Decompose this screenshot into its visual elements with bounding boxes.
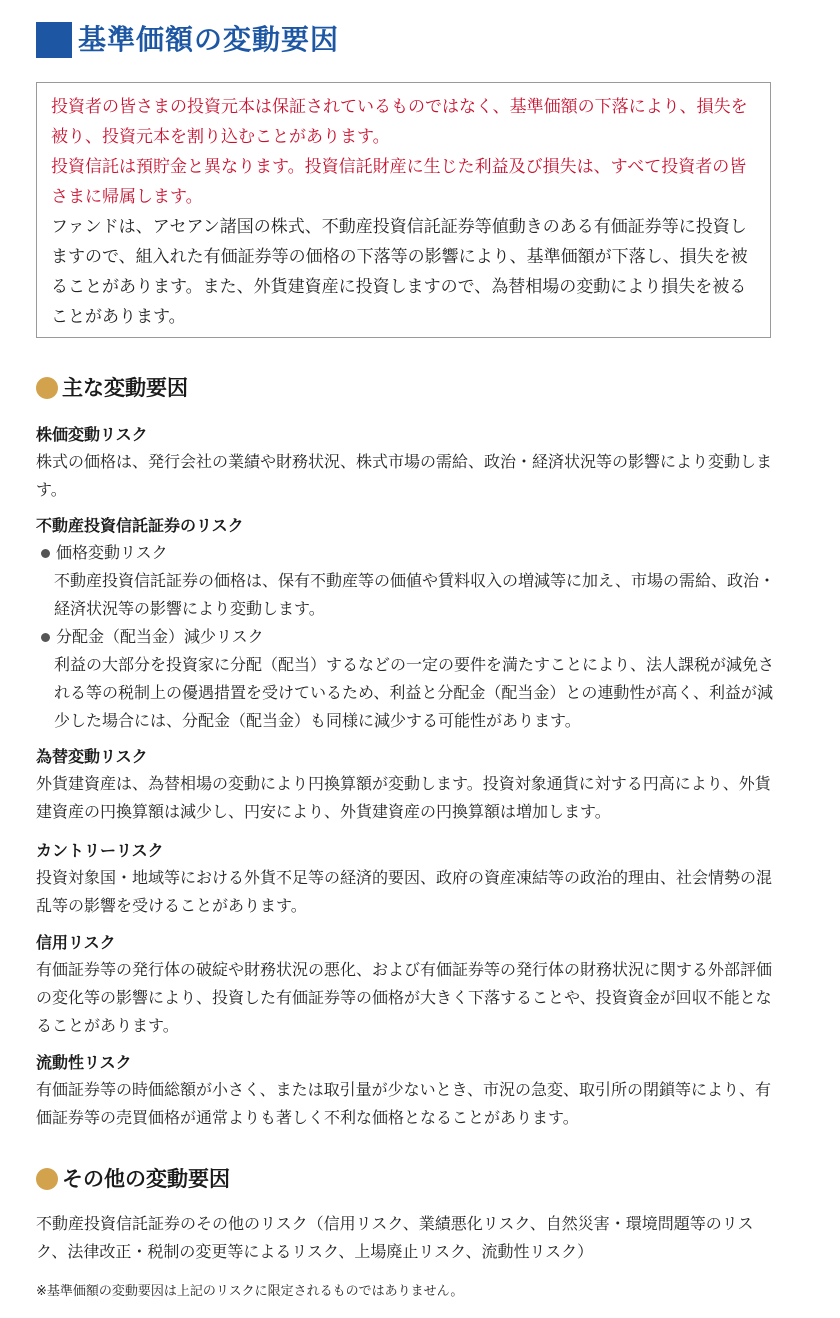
risk-title: 株価変動リスク [36, 425, 148, 444]
other-factors-text-block [36, 1210, 778, 1266]
risk-text: 有価証券等の発行体の破綻や財務状況の悪化、および有価証券等の発行体の財務状況に関する外部評価の変化等の影響により、投資した有価証券等の価格が大きく下落することや、投資資金が回収不能となることがあります。 [36, 960, 773, 1035]
notice-fund-description: ファンドは、アセアン諸国の株式、不動産投資信託証券等値動きのある有価証券等に投資しますので、組入れた有価証券等の価格の下落等の影響により、基準価額が下落し、損失を被ることがあります。また、外貨建資産に投資しますので、為替相場の変動により損失を被ることがあります。 [51, 217, 748, 327]
risk-stock [36, 422, 778, 504]
notice-principal-warning: 投資者の皆さまの投資元本は保証されているものではなく、基準価額の下落により、損失を被り、投資元本を割り込むことがあります。 [51, 97, 748, 147]
risk-text: 有価証券等の時価総額が小さく、または取引量が少ないとき、市況の急変、取引所の閉鎖等により、有価証券等の売買価格が通常よりも著しく不利な価格となることがあります。 [36, 1080, 772, 1127]
risk-liquidity [36, 1050, 778, 1132]
small-bullet-icon [41, 633, 50, 642]
risk-text: 外貨建資産は、為替相場の変動により円換算額が変動します。投資対象通貨に対する円高により、外貨建資産の円換算額は減少し、円安により、外貨建資産の円換算額は増加します。 [36, 774, 771, 821]
main-factors-title: 主な変動要因 [62, 376, 188, 400]
risk-title: 流動性リスク [36, 1053, 132, 1072]
page-title: 基準価額の変動要因 [78, 23, 340, 56]
sub-risk-text: 不動産投資信託証券の価格は、保有不動産等の価値や賃料収入の増減等に加え、市場の需給、政治・経済状況等の影響により変動します。 [54, 571, 775, 618]
title-square-icon [36, 22, 72, 58]
other-factors-text: 不動産投資信託証券のその他のリスク（信用リスク、業績悪化リスク、自然災害・環境問題等のリスク、法律改正・税制の変更等によるリスク、上場廃止リスク、流動性リスク） [36, 1214, 754, 1261]
page-title-block [36, 20, 339, 60]
risk-text: 投資対象国・地域等における外貨不足等の経済的要因、政府の資産凍結等の政治的理由、社会情勢の混乱等の影響を受けることがあります。 [36, 868, 773, 915]
risk-title: 信用リスク [36, 933, 116, 952]
sub-risk-label: 価格変動リスク [56, 543, 168, 562]
sub-risk-label-row [36, 539, 778, 567]
sub-risk-label-row [36, 623, 778, 651]
footnote: ※基準価額の変動要因は上記のリスクに限定されるものではありません。 [36, 1284, 464, 1299]
risk-title: 為替変動リスク [36, 747, 148, 766]
risk-credit [36, 930, 778, 1040]
sub-risk-label: 分配金（配当金）減少リスク [56, 627, 264, 646]
risk-fx [36, 744, 778, 826]
other-factors-heading [36, 1164, 230, 1194]
risk-title: カントリーリスク [36, 841, 164, 860]
main-factors-heading [36, 373, 188, 403]
circle-bullet-icon [36, 1168, 58, 1190]
small-bullet-icon [41, 549, 50, 558]
circle-bullet-icon [36, 377, 58, 399]
risk-text: 株式の価格は、発行会社の業績や財務状況、株式市場の需給、政治・経済状況等の影響により変動します。 [36, 452, 773, 499]
sub-risk-text: 利益の大部分を投資家に分配（配当）するなどの一定の要件を満たすことにより、法人課税が減免される等の税制上の優遇措置を受けているため、利益と分配金（配当金）との連動性が高く、利益が減少した場合には、分配金（配当金）も同様に減少する可能性があります。 [54, 655, 775, 730]
other-factors-title: その他の変動要因 [62, 1167, 230, 1191]
risk-reit [36, 513, 778, 735]
risk-title: 不動産投資信託証券のリスク [36, 516, 244, 535]
notice-deposit-warning: 投資信託は預貯金と異なります。投資信託財産に生じた利益及び損失は、すべて投資者の皆さまに帰属します。 [51, 157, 747, 207]
risk-notice-box [36, 82, 771, 338]
risk-country [36, 838, 778, 920]
